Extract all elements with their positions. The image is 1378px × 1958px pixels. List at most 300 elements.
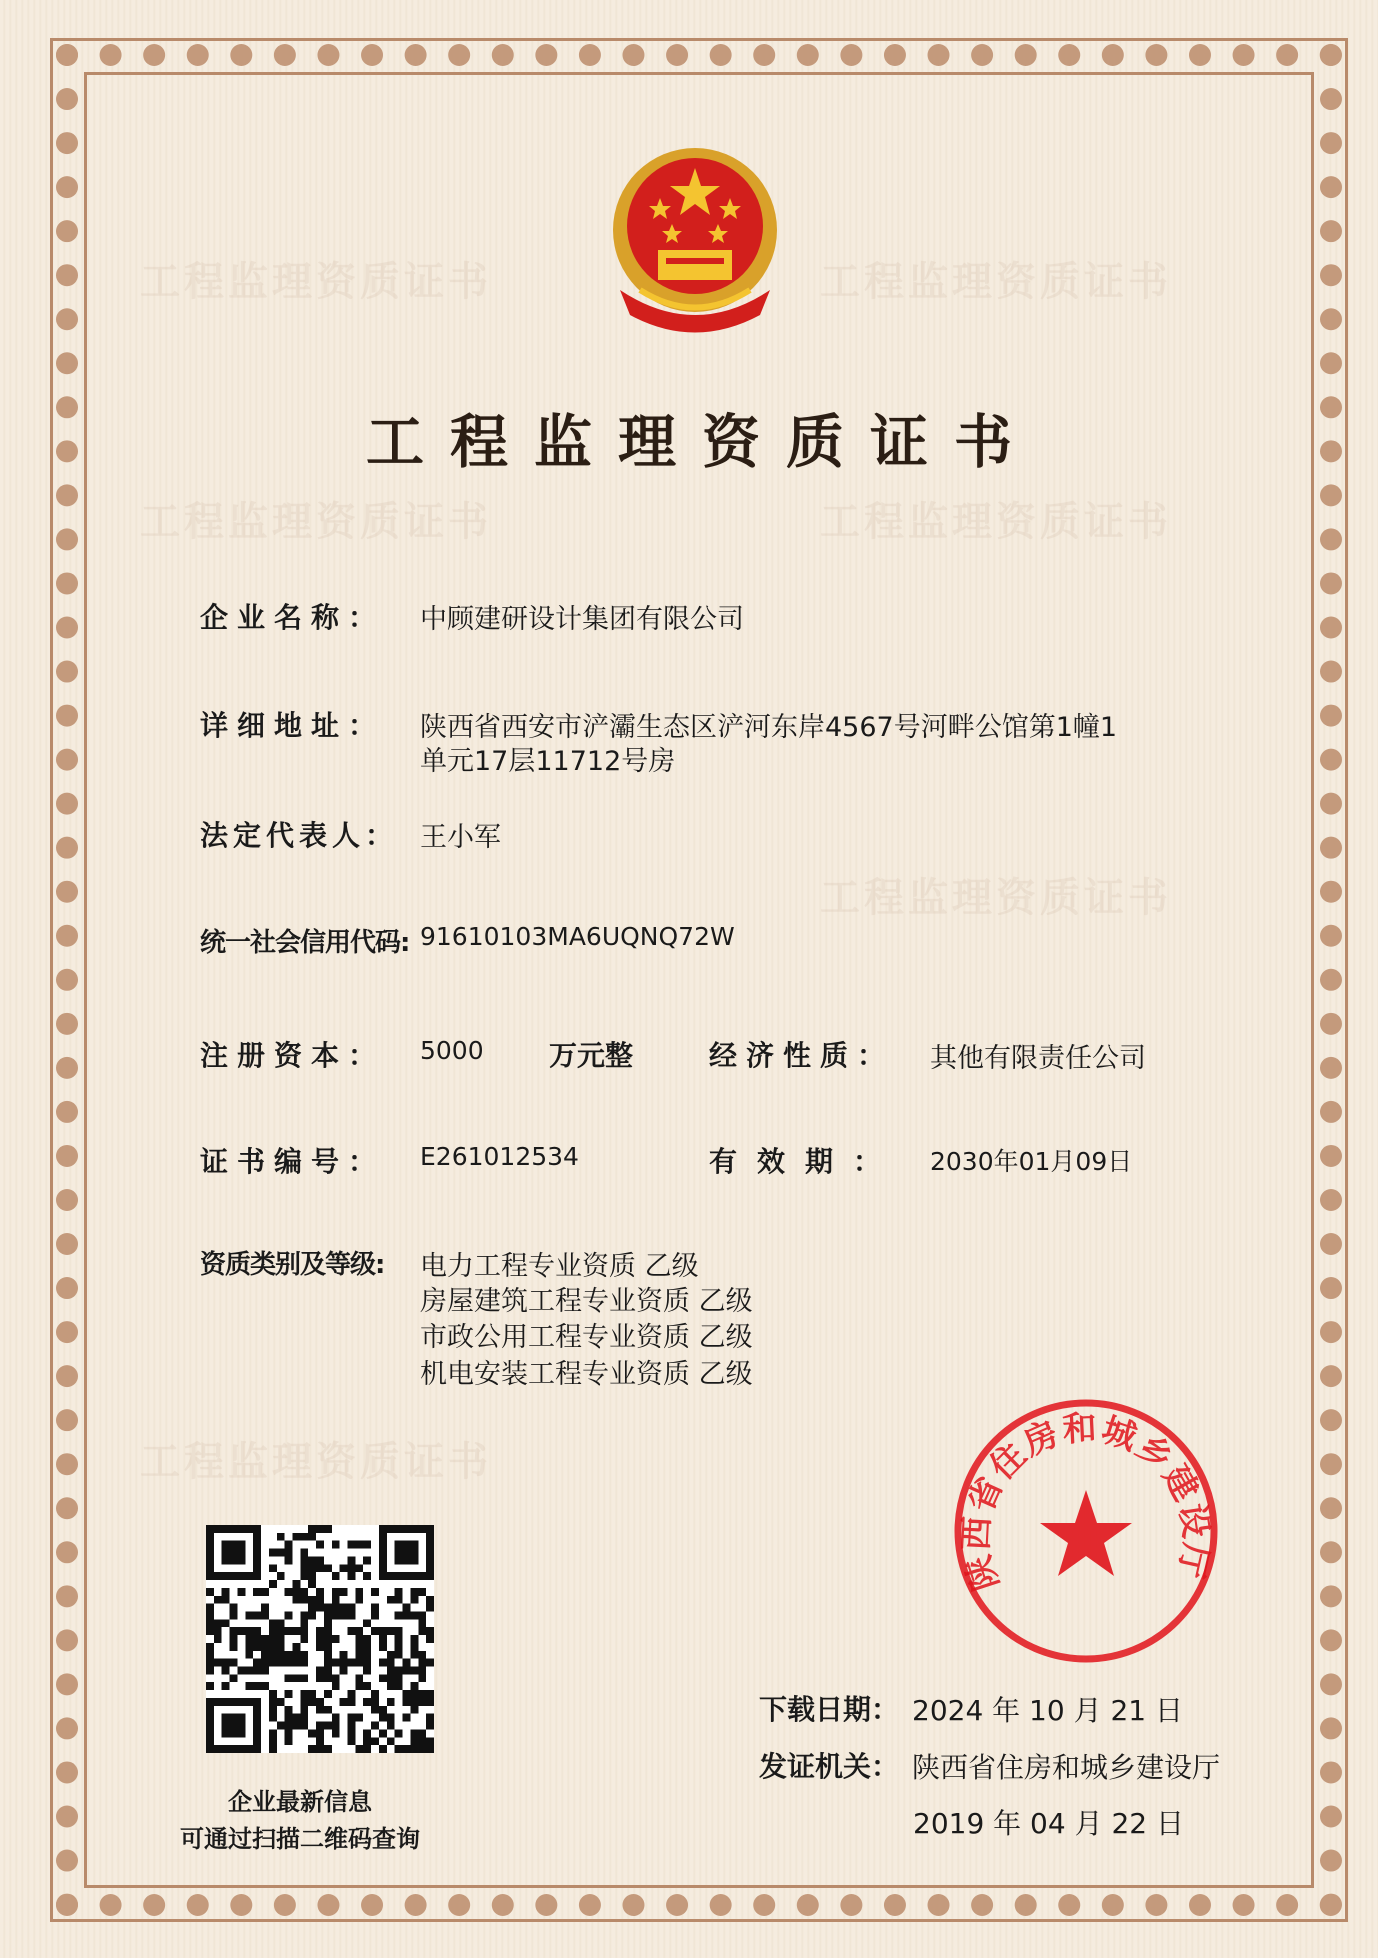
qr-module (348, 1737, 356, 1745)
qr-module (324, 1690, 332, 1698)
qr-module (245, 1651, 253, 1659)
qr-module (348, 1659, 356, 1667)
qr-module (371, 1611, 379, 1619)
qr-module (253, 1588, 261, 1596)
qr-module (363, 1659, 371, 1667)
qr-module (245, 1635, 253, 1643)
qr-module (285, 1674, 293, 1682)
qr-module (222, 1745, 230, 1753)
qr-module (363, 1572, 371, 1580)
qr-module (230, 1549, 238, 1557)
qr-module (230, 1611, 238, 1619)
qr-module (395, 1651, 403, 1659)
qr-module (214, 1745, 222, 1753)
qr-module (300, 1674, 308, 1682)
qr-module (355, 1745, 363, 1753)
qr-module (316, 1541, 324, 1549)
qr-module (214, 1659, 222, 1667)
qr-module (245, 1745, 253, 1753)
qr-module (253, 1541, 261, 1549)
qr-module (308, 1596, 316, 1604)
qr-module (206, 1588, 214, 1596)
qr-module (300, 1706, 308, 1714)
qr-module (308, 1745, 316, 1753)
qr-module (237, 1722, 245, 1730)
qr-module (363, 1556, 371, 1564)
qr-module (222, 1729, 230, 1737)
capital-unit: 万元整 (549, 1039, 634, 1072)
qr-module (206, 1619, 214, 1627)
qr-module (324, 1643, 332, 1651)
qr-module (395, 1611, 403, 1619)
qr-module (214, 1698, 222, 1706)
qr-module (222, 1541, 230, 1549)
watermark: 工程监理资质证书 (140, 259, 492, 305)
qr-module (261, 1611, 269, 1619)
qr-module (230, 1604, 238, 1612)
qr-module (237, 1572, 245, 1580)
qr-module (371, 1722, 379, 1730)
qr-module (348, 1690, 356, 1698)
qr-module (379, 1745, 387, 1753)
qr-module (324, 1706, 332, 1714)
qr-module (222, 1572, 230, 1580)
qr-module (269, 1714, 277, 1722)
qr-module (426, 1627, 434, 1635)
qr-module (285, 1690, 293, 1698)
qr-module (316, 1525, 324, 1533)
qr-module (237, 1588, 245, 1596)
qr-module (316, 1674, 324, 1682)
qr-module (395, 1572, 403, 1580)
qr-module (261, 1659, 269, 1667)
qr-module (237, 1556, 245, 1564)
qr-module (379, 1564, 387, 1572)
qr-module (348, 1604, 356, 1612)
qr-module (230, 1674, 238, 1682)
qr-module (340, 1667, 348, 1675)
qr-module (418, 1674, 426, 1682)
qr-module (269, 1580, 277, 1588)
qr-module (340, 1698, 348, 1706)
qr-module (300, 1714, 308, 1722)
qr-module (300, 1533, 308, 1541)
qr-module (410, 1596, 418, 1604)
qr-module (395, 1682, 403, 1690)
download-date-label: 下载日期： (759, 1693, 900, 1726)
qr-module (410, 1549, 418, 1557)
qr-module (348, 1564, 356, 1572)
qr-module (348, 1556, 356, 1564)
qr-module (308, 1533, 316, 1541)
qr-module (426, 1635, 434, 1643)
qr-module (285, 1541, 293, 1549)
qr-module (253, 1564, 261, 1572)
qr-module (206, 1556, 214, 1564)
qr-module (363, 1698, 371, 1706)
qr-module (387, 1572, 395, 1580)
qr-module (324, 1722, 332, 1730)
qr-module (253, 1643, 261, 1651)
qr-module (387, 1737, 395, 1745)
qr-module (253, 1659, 261, 1667)
qr-module (387, 1659, 395, 1667)
qr-module (348, 1729, 356, 1737)
credit-code-label: 统一社会信用代码: (200, 928, 410, 958)
qr-module (410, 1588, 418, 1596)
issuing-authority: 陕西省住房和城乡建设厅 (912, 1751, 1221, 1784)
qr-module (292, 1643, 300, 1651)
qr-module (379, 1525, 387, 1533)
cert-no-label: 证书编号： (200, 1145, 386, 1178)
qr-module (403, 1690, 411, 1698)
qr-module (371, 1737, 379, 1745)
qr-module (403, 1572, 411, 1580)
qr-module (277, 1627, 285, 1635)
qr-module (292, 1596, 300, 1604)
address-line-2: 单元17层11712号房 (420, 746, 676, 777)
qr-module (230, 1698, 238, 1706)
qr-module (379, 1729, 387, 1737)
qr-module (418, 1698, 426, 1706)
qr-module (261, 1635, 269, 1643)
qr-module (410, 1690, 418, 1698)
qr-module (426, 1659, 434, 1667)
qr-module (308, 1564, 316, 1572)
qr-module (269, 1627, 277, 1635)
qr-module (316, 1698, 324, 1706)
qr-module (230, 1627, 238, 1635)
qr-module (324, 1619, 332, 1627)
qr-module (269, 1737, 277, 1745)
qr-module (300, 1659, 308, 1667)
qr-module (206, 1667, 214, 1675)
qr-module (222, 1619, 230, 1627)
qr-module (426, 1604, 434, 1612)
qr-module (261, 1651, 269, 1659)
qr-module (214, 1635, 222, 1643)
qr-module (355, 1651, 363, 1659)
qr-module (340, 1588, 348, 1596)
qr-module (316, 1706, 324, 1714)
qr-module (253, 1737, 261, 1745)
qr-module (387, 1596, 395, 1604)
qr-module (379, 1643, 387, 1651)
qr-module (308, 1611, 316, 1619)
qr-module (285, 1556, 293, 1564)
qr-module (403, 1659, 411, 1667)
qr-module (332, 1588, 340, 1596)
qr-module (253, 1525, 261, 1533)
qr-module (206, 1643, 214, 1651)
qr-module (355, 1659, 363, 1667)
qr-module (245, 1643, 253, 1651)
qr-module (332, 1596, 340, 1604)
qr-module (253, 1722, 261, 1730)
qr-module (206, 1651, 214, 1659)
qr-module (269, 1729, 277, 1737)
qr-module (379, 1627, 387, 1635)
qr-module (230, 1525, 238, 1533)
qr-module (387, 1714, 395, 1722)
qr-module (206, 1604, 214, 1612)
qr-module (285, 1729, 293, 1737)
qr-module (253, 1698, 261, 1706)
qr-module (300, 1635, 308, 1643)
qr-caption-line-1: 企业最新信息 (228, 1788, 372, 1816)
qr-module (277, 1549, 285, 1557)
qr-module (379, 1533, 387, 1541)
qr-module (285, 1588, 293, 1596)
qr-module (410, 1745, 418, 1753)
qr-module (230, 1659, 238, 1667)
qr-module (285, 1706, 293, 1714)
qr-module (253, 1635, 261, 1643)
qr-module (332, 1611, 340, 1619)
qr-module (395, 1588, 403, 1596)
watermark: 工程监理资质证书 (820, 875, 1172, 921)
qr-module (277, 1572, 285, 1580)
watermark: 工程监理资质证书 (820, 499, 1172, 545)
qr-module (230, 1722, 238, 1730)
qr-module (324, 1564, 332, 1572)
qr-module (269, 1690, 277, 1698)
qr-module (340, 1659, 348, 1667)
qr-module (277, 1643, 285, 1651)
qr-module (379, 1714, 387, 1722)
qr-module (214, 1596, 222, 1604)
qr-module (245, 1698, 253, 1706)
legal-rep: 王小军 (420, 822, 501, 853)
qr-module (379, 1556, 387, 1564)
qr-module (316, 1643, 324, 1651)
qr-module (300, 1596, 308, 1604)
qr-module (355, 1541, 363, 1549)
qr-module (363, 1682, 371, 1690)
issue-date: 2019 年 04 月 22 日 (913, 1807, 1185, 1840)
qr-module (363, 1541, 371, 1549)
qr-module (308, 1690, 316, 1698)
qr-module (269, 1706, 277, 1714)
qr-module (379, 1674, 387, 1682)
qr-module (426, 1572, 434, 1580)
qr-module (206, 1627, 214, 1635)
qr-module (387, 1674, 395, 1682)
qr-module (292, 1627, 300, 1635)
qr-module (206, 1737, 214, 1745)
qr-module (410, 1541, 418, 1549)
qr-module (340, 1564, 348, 1572)
qr-module (300, 1627, 308, 1635)
qr-module (230, 1556, 238, 1564)
qr-module (355, 1682, 363, 1690)
qr-module (371, 1588, 379, 1596)
qr-module (277, 1698, 285, 1706)
qr-module (426, 1698, 434, 1706)
qr-module (237, 1698, 245, 1706)
cert-no: E261012534 (420, 1142, 579, 1171)
authority-label: 发证机关： (759, 1750, 900, 1783)
qr-module (332, 1674, 340, 1682)
qr-module (426, 1596, 434, 1604)
qr-module (355, 1714, 363, 1722)
qr-module (371, 1627, 379, 1635)
qr-module (308, 1729, 316, 1737)
company-label: 企业名称： (200, 601, 386, 634)
qr-module (332, 1604, 340, 1612)
qr-module (277, 1619, 285, 1627)
qualification-item: 房屋建筑工程专业资质 乙级 (420, 1286, 753, 1317)
address-label: 详细地址： (200, 709, 386, 742)
qr-module (308, 1572, 316, 1580)
qr-module (316, 1737, 324, 1745)
official-seal (950, 1395, 1222, 1667)
qr-module (253, 1729, 261, 1737)
qr-module (316, 1627, 324, 1635)
qr-module (222, 1682, 230, 1690)
qr-module (324, 1611, 332, 1619)
qr-module (363, 1667, 371, 1675)
qr-module (332, 1659, 340, 1667)
qr-module (206, 1549, 214, 1557)
qr-module (395, 1674, 403, 1682)
qr-module (324, 1659, 332, 1667)
qr-module (355, 1643, 363, 1651)
qr-module (426, 1745, 434, 1753)
qr-module (355, 1564, 363, 1572)
qr-module (285, 1722, 293, 1730)
qr-module (387, 1525, 395, 1533)
qr-module (316, 1635, 324, 1643)
qr-module (332, 1722, 340, 1730)
qr-module (300, 1722, 308, 1730)
qr-module (395, 1525, 403, 1533)
qr-module (355, 1596, 363, 1604)
qr-module (253, 1627, 261, 1635)
qr-module (426, 1556, 434, 1564)
qr-module (277, 1651, 285, 1659)
qr-caption-line-2: 可通过扫描二维码查询 (180, 1825, 420, 1853)
qr-module (340, 1651, 348, 1659)
nature: 其他有限责任公司 (930, 1043, 1146, 1074)
qr-module (230, 1635, 238, 1643)
qr-module (379, 1635, 387, 1643)
qr-module (300, 1564, 308, 1572)
qr-module (418, 1525, 426, 1533)
qr-module (300, 1698, 308, 1706)
qr-module (395, 1667, 403, 1675)
qr-module (308, 1580, 316, 1588)
qr-module (418, 1690, 426, 1698)
qr-module (371, 1690, 379, 1698)
qr-module (206, 1572, 214, 1580)
qr-module (324, 1667, 332, 1675)
qr-module (206, 1706, 214, 1714)
qr-module (316, 1596, 324, 1604)
qr-module (277, 1659, 285, 1667)
qr-module (300, 1619, 308, 1627)
qr-module (308, 1604, 316, 1612)
qr-module (340, 1604, 348, 1612)
qr-module (206, 1722, 214, 1730)
qr-module (363, 1729, 371, 1737)
qr-module (285, 1651, 293, 1659)
qr-module (206, 1682, 214, 1690)
qr-module (237, 1549, 245, 1557)
qr-module (245, 1627, 253, 1635)
qr-module (230, 1541, 238, 1549)
qr-module (292, 1533, 300, 1541)
qr-module (237, 1667, 245, 1675)
qr-module (395, 1596, 403, 1604)
qr-module (277, 1722, 285, 1730)
qr-module (300, 1611, 308, 1619)
qr-module (222, 1549, 230, 1557)
capital-label: 注册资本： (200, 1039, 386, 1072)
qr-module (253, 1572, 261, 1580)
qr-module (253, 1549, 261, 1557)
address-line-1: 陕西省西安市浐灞生态区浐河东岸4567号河畔公馆第1幢1 (420, 712, 1118, 743)
qualification-item: 电力工程专业资质 乙级 (420, 1251, 699, 1282)
qr-module (237, 1714, 245, 1722)
qr-module (395, 1556, 403, 1564)
qr-module (332, 1729, 340, 1737)
qr-module (426, 1525, 434, 1533)
qr-module (222, 1525, 230, 1533)
qr-module (418, 1745, 426, 1753)
qr-module (206, 1729, 214, 1737)
qr-module (387, 1627, 395, 1635)
qr-module (206, 1745, 214, 1753)
qr-module (418, 1659, 426, 1667)
qr-module (426, 1714, 434, 1722)
qr-module (379, 1549, 387, 1557)
qr-module (395, 1549, 403, 1557)
qr-module (363, 1619, 371, 1627)
qr-module (324, 1627, 332, 1635)
qr-module (403, 1541, 411, 1549)
qr-module (269, 1698, 277, 1706)
qr-module (418, 1737, 426, 1745)
validity-label: 有效期： (709, 1145, 902, 1178)
qr-module (269, 1635, 277, 1643)
qr-module (253, 1706, 261, 1714)
qr-module (308, 1556, 316, 1564)
qr-module (410, 1737, 418, 1745)
qr-module (403, 1525, 411, 1533)
qr-module (403, 1745, 411, 1753)
qr-module (300, 1549, 308, 1557)
download-date: 2024 年 10 月 21 日 (912, 1694, 1184, 1727)
qr-module (269, 1651, 277, 1659)
qr-module (410, 1643, 418, 1651)
qr-module (387, 1667, 395, 1675)
qr-module (418, 1588, 426, 1596)
qr-module (410, 1682, 418, 1690)
qr-module (395, 1635, 403, 1643)
qr-module (300, 1690, 308, 1698)
qr-module (206, 1564, 214, 1572)
qr-module (237, 1525, 245, 1533)
watermark: 工程监理资质证书 (140, 1439, 492, 1485)
qr-module (245, 1525, 253, 1533)
qr-module (324, 1604, 332, 1612)
qr-module (324, 1525, 332, 1533)
qualification-label: 资质类别及等级: (200, 1250, 385, 1280)
qr-module (371, 1604, 379, 1612)
qr-module (285, 1737, 293, 1745)
qr-code[interactable] (206, 1525, 434, 1753)
